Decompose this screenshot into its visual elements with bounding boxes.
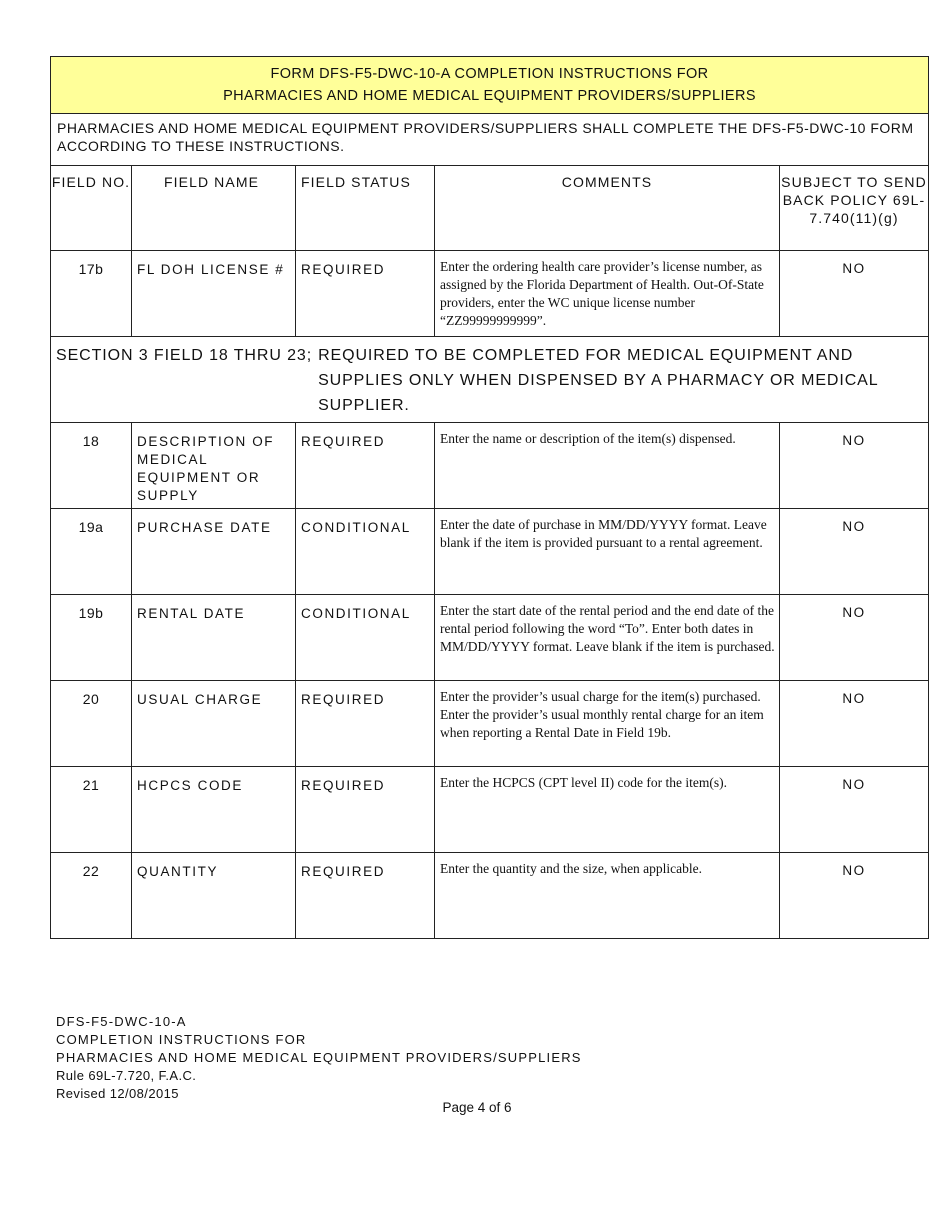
field-send-back: NO [780,423,929,509]
field-no: 20 [51,681,132,767]
page-number: Page 4 of 6 [442,1100,512,1115]
form-title-line2: PHARMACIES AND HOME MEDICAL EQUIPMENT PROVIDERS/SUPPLIERS [223,88,756,104]
intro-text: PHARMACIES AND HOME MEDICAL EQUIPMENT PROVIDERS/SUPPLIERS SHALL COMPLETE THE DFS-F5-DWC-10 FORM ACCORDING TO THESE INSTRUCTIONS. [51,114,929,166]
field-send-back: NO [780,251,929,337]
form-title [51,57,929,114]
footer-line3: PHARMACIES AND HOME MEDICAL EQUIPMENT PROVIDERS/SUPPLIERS [56,1050,582,1065]
col-header-field-no: FIELD NO. [51,166,132,251]
field-status: CONDITIONAL [296,595,435,681]
table-row [51,509,929,595]
field-name: RENTAL DATE [132,595,296,681]
field-no: 22 [51,853,132,939]
col-header-comments: COMMENTS [435,166,780,251]
table-row [51,681,929,767]
field-status: REQUIRED [296,767,435,853]
field-status: CONDITIONAL [296,509,435,595]
field-comment: Enter the HCPCS (CPT level II) code for the item(s). [435,767,780,853]
footer-form-id: DFS-F5-DWC-10-A [56,1014,187,1029]
section-3-text: REQUIRED TO BE COMPLETED FOR MEDICAL EQUIPMENT AND SUPPLIES ONLY WHEN DISPENSED BY A PHARMACY OR MEDICAL SUPPLIER. [318,347,878,414]
table-row [51,423,929,509]
field-name: HCPCS CODE [132,767,296,853]
field-send-back: NO [780,595,929,681]
table-row [51,595,929,681]
field-send-back: NO [780,681,929,767]
table-row [51,251,929,337]
field-no: 17b [51,251,132,337]
field-comment: Enter the quantity and the size, when applicable. [435,853,780,939]
field-no: 18 [51,423,132,509]
field-name: DESCRIPTION OF MEDICAL EQUIPMENT OR SUPPLY [132,423,296,509]
field-name: FL DOH LICENSE # [132,251,296,337]
field-send-back: NO [780,767,929,853]
field-comment: Enter the provider’s usual charge for the item(s) purchased. Enter the provider’s usual monthly rental charge for an item when reporting a Rental Date in Field 19b. [435,681,780,767]
table-row [51,767,929,853]
field-name: PURCHASE DATE [132,509,296,595]
field-send-back: NO [780,853,929,939]
footer-revised: Revised 12/08/2015 [56,1086,179,1101]
field-status: REQUIRED [296,853,435,939]
document-footer [56,1013,582,1103]
footer-line2: COMPLETION INSTRUCTIONS FOR [56,1032,307,1047]
form-title-line1: FORM DFS-F5-DWC-10-A COMPLETION INSTRUCTIONS FOR [270,66,709,82]
field-status: REQUIRED [296,423,435,509]
col-header-field-status: FIELD STATUS [296,166,435,251]
field-comment: Enter the ordering health care provider’s license number, as assigned by the Florida Department of Health. Out-Of-State providers, enter the WC unique license number “ZZ99999999999”. [435,251,780,337]
field-send-back: NO [780,509,929,595]
col-header-field-name: FIELD NAME [132,166,296,251]
field-no: 19a [51,509,132,595]
footer-rule: Rule 69L-7.720, F.A.C. [56,1068,197,1083]
field-comment: Enter the name or description of the item(s) dispensed. [435,423,780,509]
section-3-label: SECTION 3 FIELD 18 THRU 23; [56,347,313,364]
instructions-table [50,56,929,939]
field-comment: Enter the start date of the rental period and the end date of the rental period following the word “To”. Enter both dates in MM/DD/YYYY format. Leave blank if the item is purchased. [435,595,780,681]
field-name: USUAL CHARGE [132,681,296,767]
field-no: 21 [51,767,132,853]
field-comment: Enter the date of purchase in MM/DD/YYYY format. Leave blank if the item is provided pursuant to a rental agreement. [435,509,780,595]
table-row [51,853,929,939]
field-no: 19b [51,595,132,681]
section-3-header [51,337,929,423]
field-status: REQUIRED [296,681,435,767]
field-status: REQUIRED [296,251,435,337]
col-header-send-back: SUBJECT TO SEND BACK POLICY 69L-7.740(11)(g) [780,166,929,251]
field-name: QUANTITY [132,853,296,939]
